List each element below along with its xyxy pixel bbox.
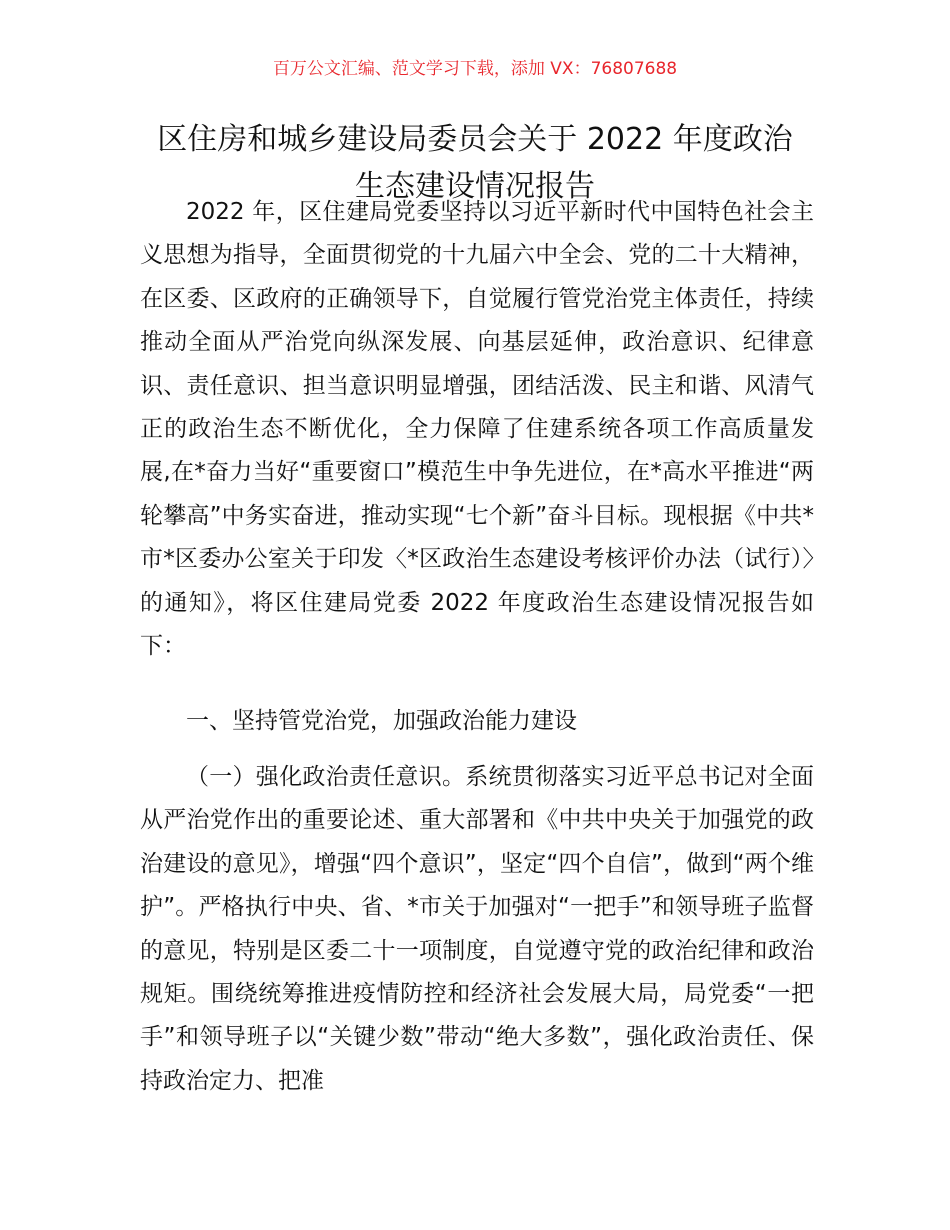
section-heading-1: 一、坚持管党治党，加强政治能力建设 xyxy=(186,708,577,734)
document-title-line-1: 区住房和城乡建设局委员会关于 2022 年度政治 xyxy=(157,122,793,157)
intro-paragraph-block xyxy=(140,191,814,668)
document-title-line-2: 生态建设情况报告 xyxy=(355,169,595,204)
promo-header: 百万公文汇编、范文学习下载，添加 VX：76807688 xyxy=(272,59,678,79)
subsection-paragraph-block xyxy=(140,756,814,1103)
intro-paragraph: 2022 年，区住建局党委坚持以习近平新时代中国特色社会主义思想为指导，全面贯彻党的十九届六中全会、党的二十大精神，在区委、区政府的正确领导下，自觉履行管党治党主体责任，持续推动全面从严治党向纵深发展、向基层延伸，政治意识、纪律意识、责任意识、担当意识明显增强，团结活泼、民主和谐、风清气正的政治生态不断优化，全力保障了住建系统各项工作高质量发展,在*奋力当好“重要窗口”模范生中争先进位，在*高水平推进“两轮攀高”中务实奋进，推动实现“七个新”奋斗目标。现根据《中共*市*区委办公室关于印发〈*区政治生态建设考核评价办法（试行）〉的通知》，将区住建局党委 2022 年度政治生态建设情况报告如下： xyxy=(140,199,814,660)
section-heading-block xyxy=(140,700,814,743)
subsection-paragraph-1: （一）强化政治责任意识。系统贯彻落实习近平总书记对全面从严治党作出的重要论述、重大部署和《中共中央关于加强党的政治建设的意见》，增强“四个意识”，坚定“四个自信”，做到“两个维护”。严格执行中央、省、*市关于加强对“一把手”和领导班子监督的意见，特别是区委二十一项制度，自觉遵守党的政治纪律和政治规矩。围绕统筹推进疫情防控和经济社会发展大局，局党委“一把手”和领导班子以“关键少数”带动“绝大多数”，强化政治责任、保持政治定力、把准 xyxy=(140,764,814,1094)
